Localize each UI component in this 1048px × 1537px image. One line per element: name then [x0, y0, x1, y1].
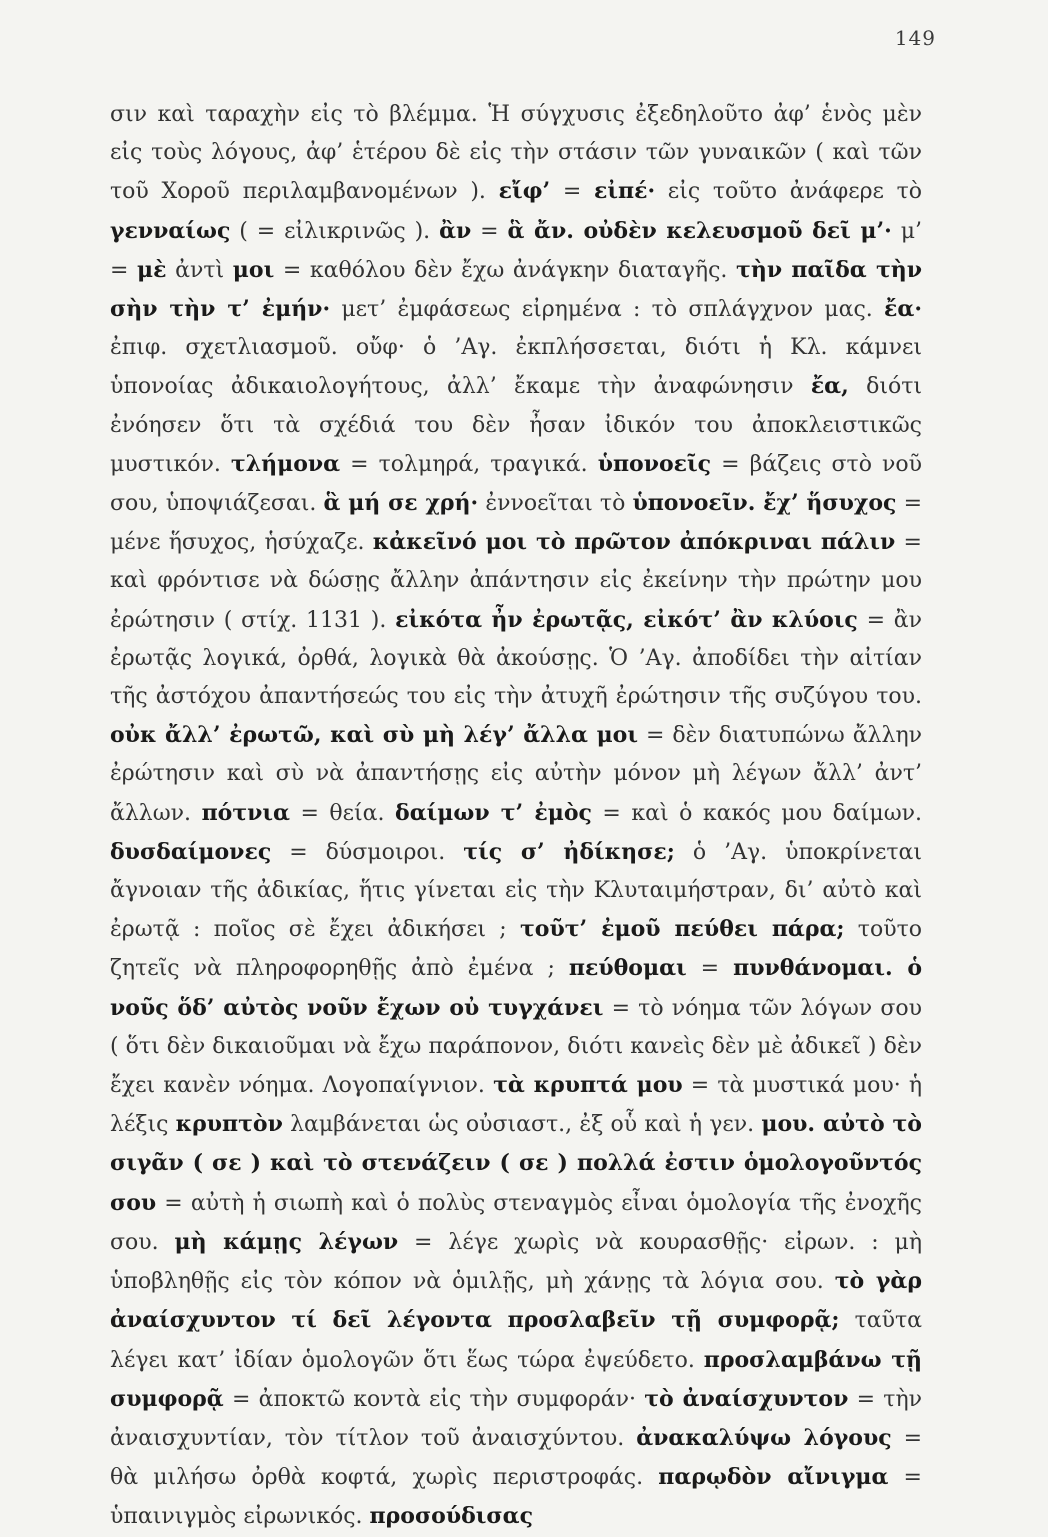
commentary-text: ( = εἰλικρινῶς ). — [230, 218, 440, 244]
commentary-text: ὁ ’Αγ. ὑποκρίνεται ἄγνοιαν τῆς ἀδικίας, ἥτις γίνεται εἰς τὴν Κλυταιμήστραν, δι’ αὐτὸ καὶ ἐρωτᾷ : ποῖος σὲ ἔχει ἀδικήσει ; — [110, 839, 922, 943]
commentary-text: = ἀποκτῶ κοντὰ εἰς τὴν συμφοράν· — [223, 1386, 645, 1412]
commentary-text: ἐννοεῖται τὸ — [478, 491, 633, 517]
commentary-text: = δύσμοιροι. — [271, 839, 464, 865]
commentary-text: = — [471, 218, 508, 244]
commentary-text: = — [550, 179, 594, 205]
lemma-text: κἀκεῖνό μοι τὸ πρῶτον ἀπόκριναι πάλιν — [372, 529, 896, 556]
commentary-text: λαμβάνεται ὡς οὐσιαστ., ἐξ οὗ καὶ ἡ γεν. — [282, 1112, 762, 1138]
lemma-text: ὑπονοεῖν. ἔχ’ ἥσυχος — [632, 490, 897, 517]
lemma-text: ἔα, — [810, 373, 849, 400]
commentary-paragraph — [110, 96, 922, 1537]
commentary-text: = βάζεις στὸ νοῦ σου, ὑποψιάζεσαι. — [110, 451, 922, 517]
commentary-text: = τὸ νόημα τῶν λόγων σου ( ὅτι δὲν δικαιοῦμαι νὰ ἔχω παράπονον, διότι κανεὶς δὲν μὲ ἀδικεῖ ) δὲν ἔχει κανὲν νόημα. Λογοπαίγνιον. — [110, 995, 922, 1099]
commentary-text: σιν καὶ ταραχὴν εἰς τὸ βλέμμα. Ἡ σύγχυσις ἐξεδηλοῦτο ἀφ’ ἑνὸς μὲν εἰς τοὺς λόγους, ἀφ’ ἑτέρου δὲ εἰς τὴν στάσιν τῶν γυναικῶν ( καὶ τῶν τοῦ Χοροῦ περιλαμβανομένων ). — [110, 102, 922, 205]
lemma-text: πεύθομαι — [568, 955, 687, 982]
lemma-text: ἂν — [439, 217, 472, 244]
commentary-text: διότι ἐνόησεν ὅτι τὰ σχέδιά του δὲν ἦσαν ἰδικόν του ἀποκλειστικῶς μυστικόν. — [110, 374, 923, 477]
commentary-text: εἰς τοῦτο ἀνάφερε τὸ — [655, 179, 923, 205]
lemma-text: τλήμονα — [230, 450, 341, 477]
commentary-text: = καὶ φρόντισε νὰ δώσῃς ἄλλην ἀπάντησιν εἰς ἐκείνην τὴν πρώτην μου ἐρώτησιν ( στίχ. 1131 ). — [110, 530, 922, 633]
commentary-text: = — [686, 956, 734, 982]
lemma-text: τὴν παῖδα τὴν σὴν τὴν τ’ ἐμήν· — [110, 256, 923, 323]
commentary-text: ταῦτα λέγει κατ’ ἰδίαν ὁμολογῶν ὅτι ἕως τώρα ἐψεύδετο. — [110, 1308, 922, 1373]
lemma-text: τὸ ἀναίσχυντον — [644, 1385, 849, 1412]
lemma-text: οὐκ ἄλλ’ ἐρωτῶ, καὶ σὺ μὴ λέγ’ ἄλλα μοι — [110, 722, 639, 749]
commentary-text: = αὐτὴ ἡ σιωπὴ καὶ ὁ πολὺς στεναγμὸς εἶναι ὁμολογία τῆς ἐνοχῆς σου. — [110, 1190, 922, 1255]
lemma-text: εἰκότα ἦν ἐρωτᾷς, εἰκότ’ ἂν κλύοις — [395, 606, 858, 633]
lemma-text: τὰ κρυπτά μου — [493, 1072, 683, 1099]
lemma-text: δαίμων τ’ ἐμὸς — [395, 799, 592, 826]
commentary-text: = ἂν ἐρωτᾷς λογικά, ὀρθά, λογικὰ θὰ ἀκούσῃς. Ὁ ’Αγ. ἀποδίδει τὴν αἰτίαν τῆς ἀστόχου ἀπαντήσεώς του εἰς τὴν ἀτυχῆ ἐρώτησιν τῆς συζύγου του. — [110, 607, 922, 710]
lemma-text: τοῦτ’ ἐμοῦ πεύθει πάρα; — [519, 916, 845, 943]
commentary-text: = καθόλου δὲν ἔχω ἀνάγκην διαταγῆς. — [274, 257, 737, 283]
lemma-text: μὴ κάμῃς λέγων — [174, 1228, 399, 1255]
commentary-text: = ὑπαινιγμὸς εἰρωνικός. — [110, 1465, 922, 1530]
commentary-text: ἐπιφ. σχετλιασμοῦ. οὔφ· ὁ ’Αγ. ἐκπλήσσεται, διότι ἡ Κλ. κάμνει ὑπονοίας ἀδικαιολογήτους, ἀλλ’ ἔκαμε τὴν ἀναφώνησιν — [110, 335, 922, 400]
commentary-text: μετ’ ἐμφάσεως εἰρημένα : τὸ σπλάγχνον μας. — [330, 297, 885, 323]
lemma-text: εἰπέ· — [593, 178, 656, 205]
lemma-text: ἃ μή σε χρή· — [323, 490, 479, 517]
lemma-text: προσλαμβάνω τῇ συμφορᾷ — [110, 1346, 922, 1412]
commentary-text: ἀντὶ — [166, 257, 233, 283]
lemma-text: μου. αὐτὸ τὸ σιγᾶν ( σε ) καὶ τὸ στενάζειν ( σε ) πολλά ἐστιν ὁμολογοῦντός σου — [110, 1111, 922, 1216]
lemma-text: εἴφ’ — [498, 178, 551, 205]
lemma-text: μὲ — [137, 256, 167, 283]
commentary-text: = θὰ μιλήσω ὀρθὰ κοφτά, χωρὶς περιστροφάς. — [110, 1425, 923, 1491]
commentary-text: = λέγε χωρὶς νὰ κουρασθῇς· εἰρων. : μὴ ὑποβληθῇς εἰς τὸν κόπον νὰ ὁμιλῇς, μὴ χάνῃς τὰ λόγια σου. — [110, 1229, 923, 1295]
lemma-text: μοι — [232, 256, 275, 283]
lemma-text: πότνια — [201, 799, 290, 826]
lemma-text: παρῳδὸν αἴνιγμα — [658, 1464, 889, 1491]
commentary-text: = τὰ μυστικά μου· ἡ λέξις — [110, 1073, 923, 1138]
lemma-text: ἃ ἄν. οὐδὲν κελευσμοῦ δεῖ μ’· — [507, 217, 892, 244]
lemma-text: ἀνακαλύψω λόγους — [636, 1424, 892, 1451]
commentary-text: = δὲν διατυπώνω ἄλλην ἐρώτησιν καὶ σὺ νὰ ἀπαντήσῃς εἰς αὐτὴν μόνον μὴ λέγων ἄλλ’ ἀντ’ ἄλλων. — [110, 723, 922, 826]
commentary-text: = θεία. — [289, 800, 396, 826]
lemma-text: κρυπτὸν — [175, 1111, 283, 1138]
lemma-text: τίς σ’ ἠδίκησε; — [463, 838, 675, 865]
commentary-text: = καὶ ὁ κακός μου δαίμων. — [591, 800, 923, 826]
commentary-text: = τὴν ἀναισχυντίαν, τὸν τίτλον τοῦ ἀναισχύντου. — [110, 1386, 922, 1451]
lemma-text: ὑπονοεῖς — [597, 450, 712, 477]
page-number: 149 — [894, 26, 936, 50]
lemma-text: τὸ γὰρ ἀναίσχυντον τί δεῖ λέγοντα προσλαβεῖν τῇ συμφορᾷ; — [110, 1268, 922, 1334]
commentary-text: μ’ = — [110, 218, 922, 283]
commentary-text: = μένε ἥσυχος, ἡσύχαζε. — [110, 491, 922, 556]
commentary-text: = τολμηρά, τραγικά. — [340, 451, 598, 477]
commentary-text: τοῦτο ζητεῖς νὰ πληροφορηθῇς ἀπὸ ἐμένα ; — [110, 917, 923, 982]
lemma-text: δυσδαίμονες — [110, 838, 272, 865]
lemma-text: πυνθάνομαι. ὁ νοῦς ὅδ’ αὐτὸς νοῦν ἔχων οὐ τυγχάνει — [110, 955, 923, 1021]
lemma-text: ἔα· — [884, 296, 922, 323]
lemma-text: προσούδισας — [369, 1503, 533, 1530]
lemma-text: γενναίως — [110, 217, 231, 244]
